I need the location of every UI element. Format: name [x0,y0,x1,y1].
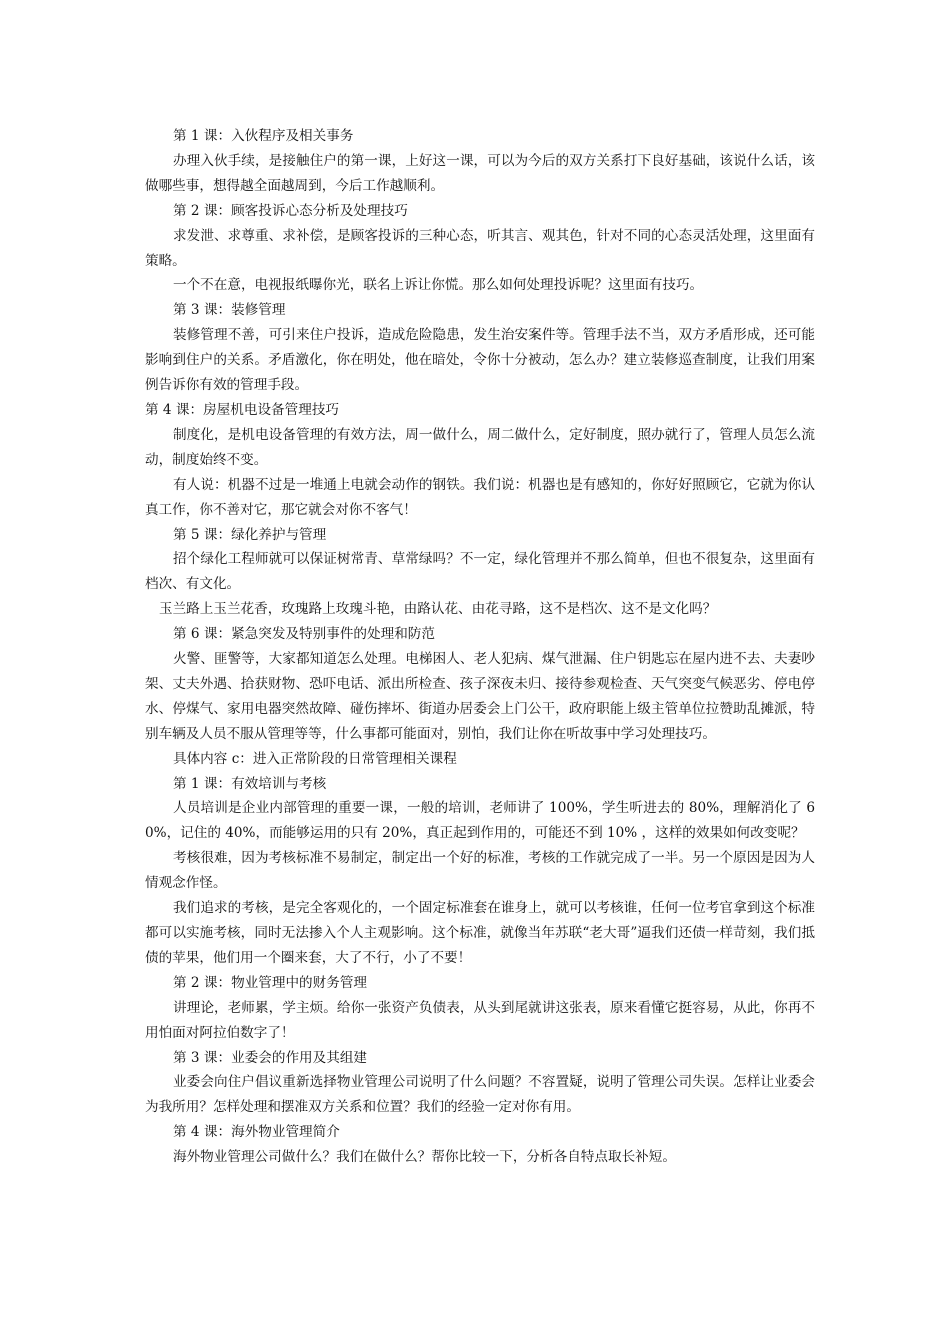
course-3-paragraph: 业委会向住户倡议重新选择物业管理公司说明了什么问题？不容置疑，说明了管理公司失误。怎样让业委会为我所用？怎样处理和摆准双方关系和位置？我们的经验一定对你有用。 [145,1074,815,1116]
lesson-4-paragraph-2: 有人说：机器不过是一堆通上电就会动作的钢铁。我们说：机器也是有感知的，你好好照顾它，它就为你认真工作，你不善对它，那它就会对你不客气！ [145,476,815,518]
lesson-5-paragraph-1: 招个绿化工程师就可以保证树常青、草常绿吗？不一定，绿化管理并不那么简单，但也不很复杂，这里面有档次、有文化。 [145,551,815,593]
course-2-paragraph: 讲理论，老师累，学主烦。给你一张资产负债表，从头到尾就讲这张表，原来看懂它挺容易，从此，你再不用怕面对阿拉伯数字了！ [145,999,815,1041]
lesson-6-paragraph: 火警、匪警等，大家都知道怎么处理。电梯困人、老人犯病、煤气泄漏、住户钥匙忘在屋内进不去、夫妻吵架、丈夫外遇、拾获财物、恐吓电话、派出所检查、孩子深夜未归、接待参观检查、天气突变气候恶劣、停电停水、停煤气、家用电器突然故障、碰伤摔坏、街道办居委会上门公干，政府职能上级主管单位拉赞助乱摊派，特别车辆及人员不服从管理等等，什么事都可能面对，别怕，我们让你在听故事中学习处理技巧。 [145,651,815,742]
lesson-3-heading: 第 3 课：装修管理 [173,302,286,319]
document-page [145,124,815,1170]
lesson-1-paragraph: 办理入伙手续，是接触住户的第一课，上好这一课，可以为今后的双方关系打下良好基础，该说什么话，该做哪些事，想得越全面越周到，今后工作越顺利。 [145,152,815,194]
lesson-4-paragraph-1: 制度化，是机电设备管理的有效方法，周一做什么，周二做什么，定好制度，照办就行了，管理人员怎么流动，制度始终不变。 [145,426,815,468]
lesson-2-paragraph-2: 一个不在意，电视报纸曝你光，联名上诉让你慌。那么如何处理投诉呢？这里面有技巧。 [173,277,704,294]
course-4-heading: 第 4 课：海外物业管理简介 [173,1124,340,1141]
course-1-paragraph-3: 我们追求的考核，是完全客观化的，一个固定标准套在谁身上，就可以考核谁，任何一位考官拿到这个标准都可以实施考核，同时无法掺入个人主观影响。这个标准，就像当年苏联“老大哥”逼我们还债一样苛刻，我们抵债的苹果，他们用一个圈来套，大了不行，小了不要！ [145,900,815,966]
course-3-heading: 第 3 课：业委会的作用及其组建 [173,1049,368,1066]
lesson-2-paragraph-1: 求发泄、求尊重、求补偿，是顾客投诉的三种心态，听其言、观其色，针对不同的心态灵活处理，这里面有策略。 [145,227,815,269]
lesson-5-heading: 第 5 课：绿化养护与管理 [173,526,327,543]
course-4-paragraph: 海外物业管理公司做什么？我们在做什么？帮你比较一下，分析各自特点取长补短。 [173,1149,676,1166]
lesson-2-heading: 第 2 课：顾客投诉心态分析及处理技巧 [173,202,408,219]
lesson-3-paragraph: 装修管理不善，可引来住户投诉，造成危险隐患，发生治安案件等。管理手法不当，双方矛盾形成，还可能影响到住户的关系。矛盾激化，你在明处，他在暗处，令你十分被动，怎么办？建立装修巡查制度，让我们用案例告诉你有效的管理手段。 [145,327,815,394]
section-c-heading: 具体内容 c：进入正常阶段的日常管理相关课程 [173,750,457,767]
course-1-paragraph-1: 人员培训是企业内部管理的重要一课，一般的培训，老师讲了 100%，学生听进去的 80%，理解消化了 60%，记住的 40%，而能够运用的只有 20%，真正起到作用的，可能还不到 10% ，这样的效果如何改变呢？ [145,800,815,842]
lesson-4-heading: 第 4 课：房屋机电设备管理技巧 [145,401,340,418]
lesson-6-heading: 第 6 课：紧急突发及特别事件的处理和防范 [173,626,435,643]
course-1-paragraph-2: 考核很难，因为考核标准不易制定，制定出一个好的标准，考核的工作就完成了一半。另一个原因是因为人情观念作怪。 [145,850,815,892]
course-1-heading: 第 1 课：有效培训与考核 [173,775,327,792]
lesson-5-paragraph-2: 玉兰路上玉兰花香，玫瑰路上玫瑰斗艳，由路认花、由花寻路，这不是档次、这不是文化吗？ [159,601,717,618]
lesson-1-heading: 第 1 课：入伙程序及相关事务 [173,128,354,144]
course-2-heading: 第 2 课：物业管理中的财务管理 [173,974,368,991]
